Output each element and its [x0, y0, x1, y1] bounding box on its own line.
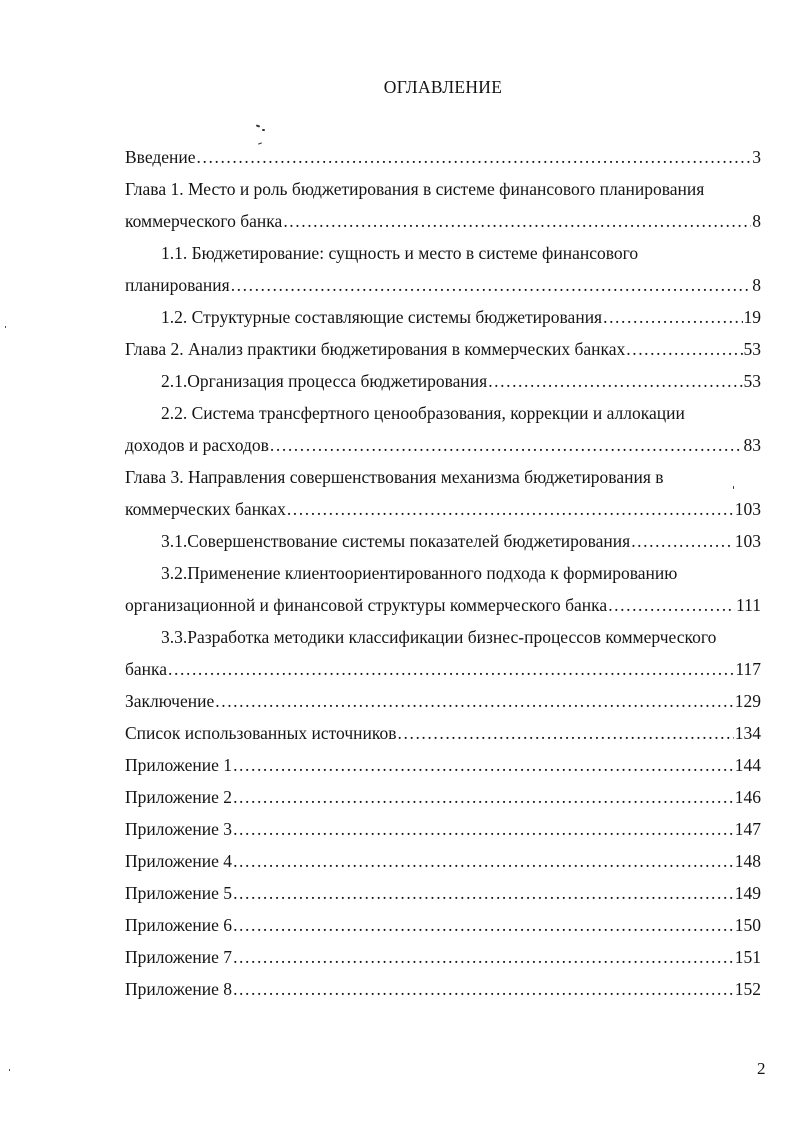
toc-entry-page: 19 — [743, 307, 761, 327]
toc-entry-text: Заключение — [125, 691, 215, 711]
toc-entry-text: Приложение 1 — [125, 755, 233, 775]
scan-speck — [262, 129, 265, 131]
toc-entry-page: 103 — [734, 499, 761, 519]
dot-leader — [233, 785, 734, 809]
toc-entry-page: 151 — [734, 947, 761, 967]
toc-entry-appendix-3 — [125, 817, 761, 841]
dot-leader — [233, 881, 734, 905]
toc-entry-references — [125, 721, 761, 745]
toc-entry-text: 1.2. Структурные составляющие системы бюджетирования — [161, 307, 603, 327]
toc-entry-appendix-6 — [125, 913, 761, 937]
dot-leader — [626, 337, 742, 361]
toc-entry-page: 53 — [743, 339, 761, 359]
toc-entry-chapter-3-cont — [125, 497, 761, 521]
dot-leader — [233, 913, 734, 937]
toc-entry-text: Приложение 5 — [125, 883, 233, 903]
toc-entry-page: 150 — [734, 915, 761, 935]
toc-entry-chapter-1-cont — [125, 209, 761, 233]
toc-entry-text: Глава 1. Место и роль бюджетирования в системе финансового планирования — [125, 179, 705, 199]
dot-leader — [168, 657, 734, 681]
toc-entry-text: коммерческого банка — [125, 211, 283, 231]
dot-leader — [231, 273, 752, 297]
toc-entry-page: 146 — [734, 787, 761, 807]
toc-entry-page: 8 — [752, 275, 761, 295]
page-title: ОГЛАВЛЕНИЕ — [383, 77, 503, 97]
toc-entry-section-3-1 — [161, 529, 761, 553]
dot-leader — [233, 849, 734, 873]
toc-entry-chapter-2 — [125, 337, 761, 361]
toc-entry-chapter-1 — [125, 177, 704, 201]
toc-entry-introduction — [125, 145, 761, 169]
toc-entry-text: Приложение 6 — [125, 915, 233, 935]
dot-leader — [631, 529, 734, 553]
dot-leader — [488, 369, 742, 393]
toc-entry-page: 103 — [734, 531, 761, 551]
toc-entry-section-3-2 — [161, 561, 677, 585]
toc-entry-section-1-1-cont — [125, 273, 761, 297]
toc-entry-text: банка — [125, 659, 168, 679]
dot-leader — [233, 977, 734, 1001]
toc-entry-text: организационной и финансовой структуры коммерческого банка — [125, 595, 608, 615]
toc-entry-text: Введение — [125, 147, 196, 167]
toc-entry-page: 129 — [734, 691, 761, 711]
dot-leader — [197, 145, 752, 169]
toc-entry-section-1-2 — [161, 305, 761, 329]
toc-entry-conclusion — [125, 689, 761, 713]
dot-leader — [608, 593, 735, 617]
toc-entry-text: Приложение 7 — [125, 947, 233, 967]
toc-entry-page: 144 — [734, 755, 761, 775]
toc-entry-section-2-2-cont — [125, 433, 761, 457]
toc-entry-text: 3.2.Применение клиентоориентированного подхода к формированию — [161, 563, 678, 583]
toc-entry-section-1-1 — [161, 241, 638, 265]
dot-leader — [283, 209, 751, 233]
toc-entry-text: 3.3.Разработка методики классификации бизнес-процессов коммерческого — [161, 627, 717, 647]
toc-entry-page: 83 — [743, 435, 761, 455]
toc-entry-appendix-4 — [125, 849, 761, 873]
toc-entry-section-3-3-cont — [125, 657, 761, 681]
toc-entry-text: Приложение 3 — [125, 819, 233, 839]
toc-entry-page: 111 — [736, 595, 761, 615]
toc-entry-section-3-3 — [161, 625, 716, 649]
toc-entry-text: Приложение 4 — [125, 851, 233, 871]
toc-entry-text: коммерческих банках — [125, 499, 286, 519]
toc-entry-text: Глава 2. Анализ практики бюджетирования в коммерческих банках — [125, 339, 626, 359]
toc-entry-chapter-3 — [125, 465, 664, 489]
toc-entry-appendix-1 — [125, 753, 761, 777]
toc-entry-text: Приложение 8 — [125, 979, 233, 999]
toc-entry-appendix-7 — [125, 945, 761, 969]
toc-entry-text: Приложение 2 — [125, 787, 233, 807]
toc-entry-page: 152 — [734, 979, 761, 999]
toc-entry-text: 1.1. Бюджетирование: сущность и место в системе финансового — [161, 243, 639, 263]
toc-entry-text: планирования — [125, 275, 230, 295]
toc-entry-page: 149 — [734, 883, 761, 903]
toc-entry-page: 53 — [743, 371, 761, 391]
toc-entry-appendix-2 — [125, 785, 761, 809]
toc-entry-page: 147 — [734, 819, 761, 839]
toc-entry-section-2-2 — [161, 401, 685, 425]
toc-entry-section-3-2-cont — [125, 593, 761, 617]
toc-entry-text: 2.1.Организация процесса бюджетирования — [161, 371, 488, 391]
scan-speck — [5, 326, 6, 328]
dot-leader — [287, 497, 734, 521]
toc-entry-appendix-5 — [125, 881, 761, 905]
toc-entry-page: 134 — [734, 723, 761, 743]
toc-entry-page: 117 — [735, 659, 761, 679]
scan-speck — [9, 1069, 10, 1071]
scan-speck — [733, 486, 734, 489]
toc-entry-text: Список использованных источников — [125, 723, 397, 743]
toc-entry-page: 3 — [752, 147, 761, 167]
page-number: 2 — [757, 1059, 766, 1078]
toc-entry-text: Глава 3. Направления совершенствования механизма бюджетирования в — [125, 467, 664, 487]
dot-leader — [233, 817, 734, 841]
dot-leader — [270, 433, 743, 457]
toc-entry-text: 2.2. Система трансфертного ценообразования, коррекции и аллокации — [161, 403, 685, 423]
dot-leader — [233, 753, 734, 777]
dot-leader — [215, 689, 734, 713]
dot-leader — [398, 721, 734, 745]
dot-leader — [603, 305, 742, 329]
toc-entry-text: доходов и расходов — [125, 435, 269, 455]
toc-entry-page: 148 — [734, 851, 761, 871]
toc-entry-page: 8 — [752, 211, 761, 231]
dot-leader — [233, 945, 734, 969]
toc-entry-section-2-1 — [161, 369, 761, 393]
toc-entry-text: 3.1.Совершенствование системы показателей бюджетирования — [161, 531, 631, 551]
toc-entry-appendix-8 — [125, 977, 761, 1001]
